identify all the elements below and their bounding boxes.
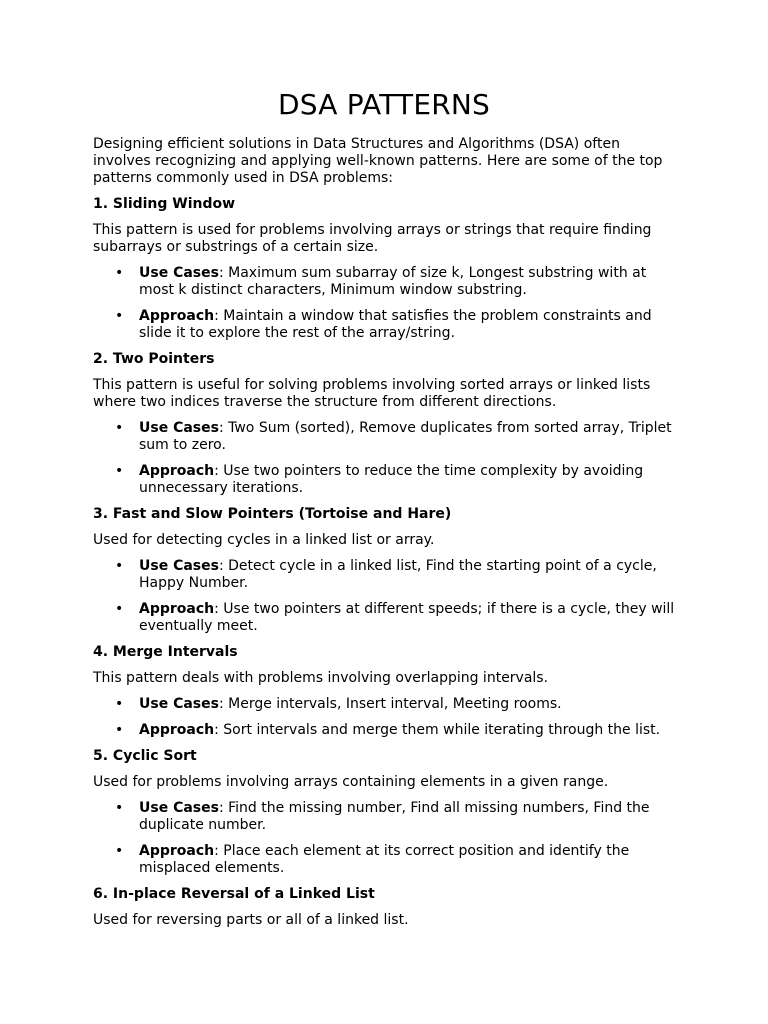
section-heading: 1. Sliding Window (93, 196, 236, 212)
bullet-dot-icon: • (115, 308, 124, 324)
bullet-dot-icon: • (115, 843, 124, 859)
bullet-list (93, 265, 675, 342)
bullet-item (93, 843, 675, 877)
bullet-dot-icon: • (115, 265, 124, 281)
bullet-dot-icon: • (115, 463, 124, 479)
section-description: Used for reversing parts or all of a linked list. (93, 912, 409, 928)
bullet-text: : Two Sum (sorted), Remove duplicates from sorted array, Triplet sum to zero. (139, 420, 672, 453)
bullet-dot-icon: • (115, 601, 124, 617)
section-description: Used for problems involving arrays containing elements in a given range. (93, 774, 609, 790)
bullet-key: Approach (139, 601, 215, 617)
bullet-item (93, 463, 675, 497)
pattern-section (93, 506, 675, 635)
bullet-item (93, 696, 675, 713)
section-description: This pattern is useful for solving problems involving sorted arrays or linked lists where two indices traverse the structure from different directions. (93, 377, 651, 410)
section-heading: 5. Cyclic Sort (93, 748, 197, 764)
page-title: DSA PATTERNS (278, 88, 490, 121)
pattern-section (93, 644, 675, 739)
bullet-dot-icon: • (115, 800, 124, 816)
bullet-key: Approach (139, 463, 215, 479)
section-description: Used for detecting cycles in a linked list or array. (93, 532, 435, 548)
bullet-item (93, 420, 675, 454)
section-heading: 6. In-place Reversal of a Linked List (93, 886, 375, 902)
pattern-section (93, 351, 675, 497)
bullet-text: : Use two pointers to reduce the time complexity by avoiding unnecessary iterations. (139, 463, 644, 496)
bullet-key: Approach (139, 308, 215, 324)
bullet-item (93, 601, 675, 635)
bullet-key: Use Cases (139, 558, 219, 574)
pattern-section (93, 196, 675, 342)
section-heading: 4. Merge Intervals (93, 644, 238, 660)
bullet-key: Use Cases (139, 420, 219, 436)
bullet-text: : Maximum sum subarray of size k, Longest substring with at most k distinct characters, Minimum window substring. (139, 265, 647, 298)
bullet-list (93, 558, 675, 635)
intro-paragraph: Designing efficient solutions in Data Structures and Algorithms (DSA) often involves recognizing and applying well-known patterns. Here are some of the top patterns commonly used in DSA problems: (93, 136, 663, 186)
bullet-dot-icon: • (115, 696, 124, 712)
bullet-key: Approach (139, 722, 215, 738)
bullet-item (93, 722, 675, 739)
bullet-list (93, 420, 675, 497)
bullet-key: Approach (139, 843, 215, 859)
pattern-sections (93, 196, 675, 929)
bullet-item (93, 800, 675, 834)
bullet-dot-icon: • (115, 420, 124, 436)
section-description: This pattern is used for problems involving arrays or strings that require finding subarrays or substrings of a certain size. (93, 222, 652, 255)
bullet-item (93, 265, 675, 299)
section-description: This pattern deals with problems involving overlapping intervals. (93, 670, 549, 686)
bullet-text: : Merge intervals, Insert interval, Meeting rooms. (218, 696, 562, 712)
bullet-list (93, 696, 675, 739)
bullet-key: Use Cases (139, 800, 219, 816)
pattern-section (93, 748, 675, 877)
bullet-text: : Maintain a window that satisfies the problem constraints and slide it to explore the rest of the array/string. (139, 308, 652, 341)
bullet-dot-icon: • (115, 558, 124, 574)
bullet-dot-icon: • (115, 722, 124, 738)
bullet-text: : Sort intervals and merge them while iterating through the list. (214, 722, 661, 738)
bullet-key: Use Cases (139, 265, 219, 281)
bullet-text: : Place each element at its correct position and identify the misplaced elements. (139, 843, 630, 876)
bullet-text: : Detect cycle in a linked list, Find the starting point of a cycle, Happy Number. (139, 558, 657, 591)
section-heading: 3. Fast and Slow Pointers (Tortoise and Hare) (93, 506, 452, 522)
bullet-text: : Find the missing number, Find all missing numbers, Find the duplicate number. (139, 800, 650, 833)
pattern-section (93, 886, 675, 929)
bullet-key: Use Cases (139, 696, 219, 712)
bullet-item (93, 308, 675, 342)
section-heading: 2. Two Pointers (93, 351, 215, 367)
bullet-item (93, 558, 675, 592)
bullet-text: : Use two pointers at different speeds; if there is a cycle, they will eventually meet. (139, 601, 675, 634)
bullet-list (93, 800, 675, 877)
